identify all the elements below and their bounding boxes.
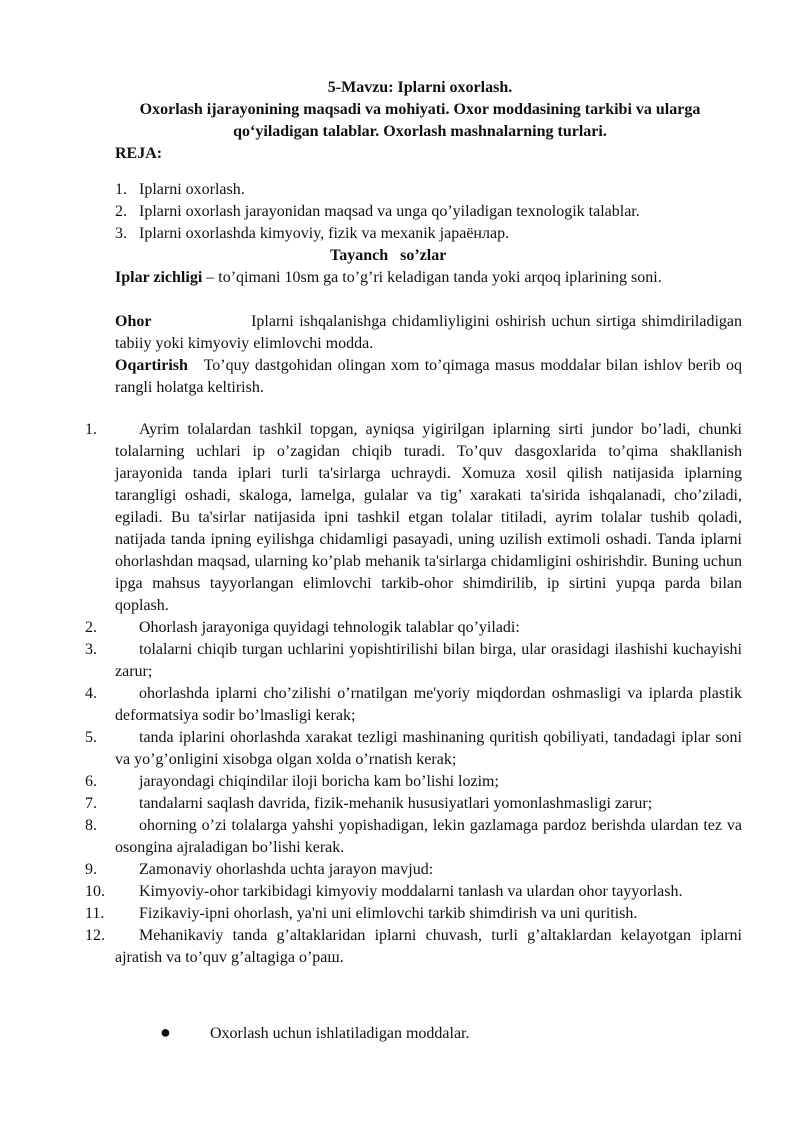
definition-term: Oqartirish [115,357,188,374]
plan-item: 1. Iplarni oxorlash. [115,181,245,198]
definition-item: Oqartirish To’quy dastgohidan olingan xom to’qimaga masus moddalar bilan ishlov berib oq rangli holatga keltirish. [115,357,746,396]
bullet-item: ● Oxorlash uchun ishlatiladigan moddalar. [160,1022,470,1042]
bullet-dot-icon: ● [160,1022,171,1042]
list-item: 11. Fizikaviy-ipni ohorlash, ya'ni uni elimlovchi tarkib shimdirish va uni quritish. [85,905,638,922]
list-item: 4. ohorlashda iplarni cho’zilishi o’rnatilgan me'yoriy miqdordan oshmasligi va iplarda plastik deformatsiya sodir bo’lmasligi kerak; [85,685,742,724]
definition-item: Ohor Iplarni ishqalanishga chidamliyligini oshirish uchun sirtiga shimdiriladigan tabiiy yoki kimyoviy elimlovchi modda. [115,313,746,352]
list-item: 2. Ohorlash jarayoniga quyidagi tehnologik talablar qo’yiladi: [85,619,520,636]
plan-item: 3. Iplarni oxorlashda kimyoviy, fizik va mexanik jараёнлар. [115,225,510,242]
list-item: 6. jarayondagi chiqindilar iloji boricha kam bo’lishi lozim; [85,773,499,790]
definition-term: Iplar zichligi [115,269,203,286]
list-item: 3. tolalarni chiqib turgan uchlarini yopishtirilishi bilan birga, ular orasidagi ilashishi kuchayishi zarur; [85,641,742,680]
list-item: 5. tanda iplarini ohorlashda xarakat tezligi mashinaning quritish qobiliyati, tandadagi iplar soni va yo’g’onligini xisobga olgan xolda o’rnatish kerak; [85,729,742,768]
definition-item: Iplar zichligi – to’qimani 10sm ga to’g’ri keladigan tanda yoki arqoq iplarining soni. [115,269,662,286]
plan-list [115,179,755,245]
definition-term: Ohor [115,313,152,330]
topic-title: 5-Mavzu: Iplarni oxorlash. [327,79,513,96]
list-item: 7. tandalarni saqlash davrida, fizik-mehanik hususiyatlari yomonlashmasligi zarur; [85,795,653,812]
list-item: 12. Mehanikaviy tanda g’altaklaridan iplarni chuvash, turli g’altaklardan kelayotgan iplarni ajratish va to’quv g’altagiga o’раш. [85,927,742,966]
plan-heading: REJA: [115,145,163,162]
keywords-heading: Tayanch so’zlar [330,247,447,264]
list-item: 1. Ayrim tolalardan tashkil topgan, ayniqsa yigirilgan iplarning sirti jundor bo’ladi, chunki tolalarning uchlari ip o’zagidan chiqib turadi. To’quv dasgoxlarida to’qima shakllanish jarayonida tanda iplari turli ta'sirlarga uchraydi. Xomuza xosil qilish natijasida iplarning tarangligi oshadi, skaloga, lamelga, gulalar va tig’ xarakati ta'sirida ishqalanadi, cho’ziladi, egiladi. Bu ta'sirlar natijasida ipni tashkil etgan tolalar titiladi, ayrim tolalar tushib qoladi, natijada tanda ipning eyilishga chidamligi pasayadi, uning uzilish extimoli oshadi. Tanda iplarni ohorlashdan maqsad, ularning ko’plab mehanik ta'sirlarga chidamligini oshirishdir. Buning uchun ipga mahsus tayyorlangan elimlovchi tarkib-ohor shimdirilib, ip sirtini yupqa parda bilan qoplash. [85,421,742,614]
plan-item: 2. Iplarni oxorlash jarayonidan maqsad va unga qo’yiladigan texnologik talablar. [115,203,640,220]
main-numbered-list [85,419,742,969]
list-item: 8. ohorning o’zi tolalarga yahshi yopishadigan, lekin gazlamaga pardoz berishda ulardan tez va osongina ajraladigan bo’lishi kerak. [85,817,742,856]
list-item: 9. Zamonaviy ohorlashda uchta jarayon mavjud: [85,861,434,878]
list-item: 10. Kimyoviy-ohor tarkibidagi kimyoviy moddalarni tanlash va ulardan ohor tayyorlash. [85,883,683,900]
topic-subtitle: Oxorlash ijarayonining maqsadi va mohiyati. Oxor moddasining tarkibi va ularga qo‘yiladigan talablar. Oxorlash mashnalarning turlari. [139,101,701,140]
